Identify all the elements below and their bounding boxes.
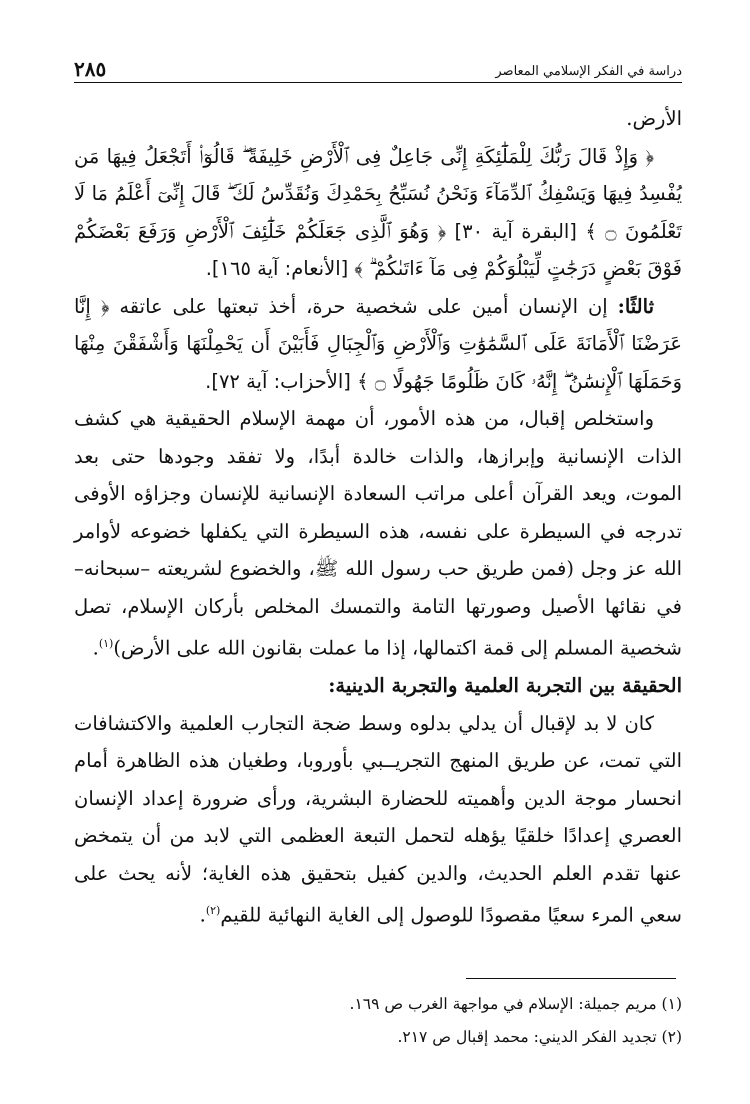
paragraph-iqbal-conclusion	[74, 400, 682, 667]
paragraph-end-mark: .	[199, 903, 206, 927]
paragraph-third-point	[74, 288, 682, 401]
footnote-ref-2: (٢)	[205, 904, 221, 917]
science-religion-text: كان لا بد لإقبال أن يدلي بدلوه وسط ضجة التجارب العلمية والاكتشافات التي تمت، عن طريق المنهج التجريــبي بأوروبا، وطغيان هذه الظاهرة أمام انحسار موجة الدين وأهميته للحضارة البشرية، ورأى ضرورة إعداد الإنسان العصري إعدادًا خلقيًا يؤهله لتحمل التبعة العظمى التي لابد من أن يتمخض عنها تقدم العلم الحديث، والدين كفيل بتحقيق هذه الغاية؛ لأنه يحث على سعي المرء سعيًا مقصودًا للوصول إلى الغاية النهائية للقيم	[74, 711, 682, 927]
page-number: ٢٨٥	[74, 57, 107, 81]
footnote-1: (١) مريم جميلة: الإسلام في مواجهة الغرب ص ١٦٩.	[349, 995, 682, 1013]
iqbal-conclusion-text: واستخلص إقبال، من هذه الأمور، أن مهمة الإسلام الحقيقية هي كشف الذات الإنسانية وإبرازها، والذات خالدة أبدًا، ولا تفقد وجودها حتى بعد الموت، ويعد القرآن أعلى مراتب السعادة الإنسانية للإنسان وجزاؤه الأوفى تدرجه في السيطرة على نفسه، هذه السيطرة التي يكفلها خضوعه لأوامر الله عز وجل (فمن طريق حب رسول الله ﷺ، والخضوع لشريعته –سبحانه– في نقائها الأصيل وصورتها التامة والتمسك المخلص بأركان الإسلام، تصل شخصية المسلم إلى قمة اكتمالها، إذا ما عملت بقانون الله على الأرض)	[74, 407, 682, 660]
third-point-text: إن الإنسان أمين على شخصية حرة، أخذ تبعتها على عاتقه ﴿ إِنَّا عَرَضْنَا ٱلْأَمَانَةَ عَلَى ٱلسَّمَٰوَٰتِ وَٱلْأَرْضِ وَٱلْجِبَالِ فَأَبَيْنَ أَن يَحْمِلْنَهَا وَأَشْفَقْنَ مِنْهَا وَحَمَلَهَا ٱلْإِنسَٰنُ ۖ إِنَّهُۥ كَانَ ظَلُومًا جَهُولًا ۝ ﴾ [الأحزاب: آية ٧٢].	[74, 294, 682, 393]
running-title: دراسة في الفكر الإسلامي المعاصر	[495, 64, 682, 79]
page-header	[74, 56, 682, 83]
body-text	[74, 100, 682, 934]
section-heading: الحقيقة بين التجربة العلمية والتجربة الدينية:	[328, 674, 682, 697]
paragraph-end-mark: .	[92, 636, 99, 660]
third-point-label: ثالثًا:	[617, 294, 654, 318]
quran-verses-paragraph: ﴿ وَإِذْ قَالَ رَبُّكَ لِلْمَلَٰٓئِكَةِ إِنِّى جَاعِلٌ فِى ٱلْأَرْضِ خَلِيفَةً ۖ قَالُوٓا۟ أَتَجْعَلُ فِيهَا مَن يُفْسِدُ فِيهَا وَيَسْفِكُ ٱلدِّمَآءَ وَنَحْنُ نُسَبِّحُ بِحَمْدِكَ وَنُقَدِّسُ لَكَ ۖ قَالَ إِنِّىٓ أَعْلَمُ مَا لَا تَعْلَمُونَ ۝ ﴾ [البقرة آية ٣٠] ﴿ وَهُوَ ٱلَّذِى جَعَلَكُمْ خَلَٰٓئِفَ ٱلْأَرْضِ وَرَفَعَ بَعْضَكُمْ فَوْقَ بَعْضٍ دَرَجَٰتٍ لِّيَبْلُوَكُمْ فِى مَآ ءَاتَىٰكُمْ ۗ ﴾ [الأنعام: آية ١٦٥].	[74, 144, 682, 280]
footnote-2: (٢) تجديد الفكر الديني: محمد إقبال ص ٢١٧.	[397, 1028, 682, 1046]
footnotes	[74, 988, 682, 1054]
footnote-ref-1: (١)	[98, 637, 114, 650]
paragraph-intro: الأرض.	[626, 107, 682, 130]
paragraph-science-religion	[74, 705, 682, 935]
footnote-separator	[466, 978, 676, 979]
